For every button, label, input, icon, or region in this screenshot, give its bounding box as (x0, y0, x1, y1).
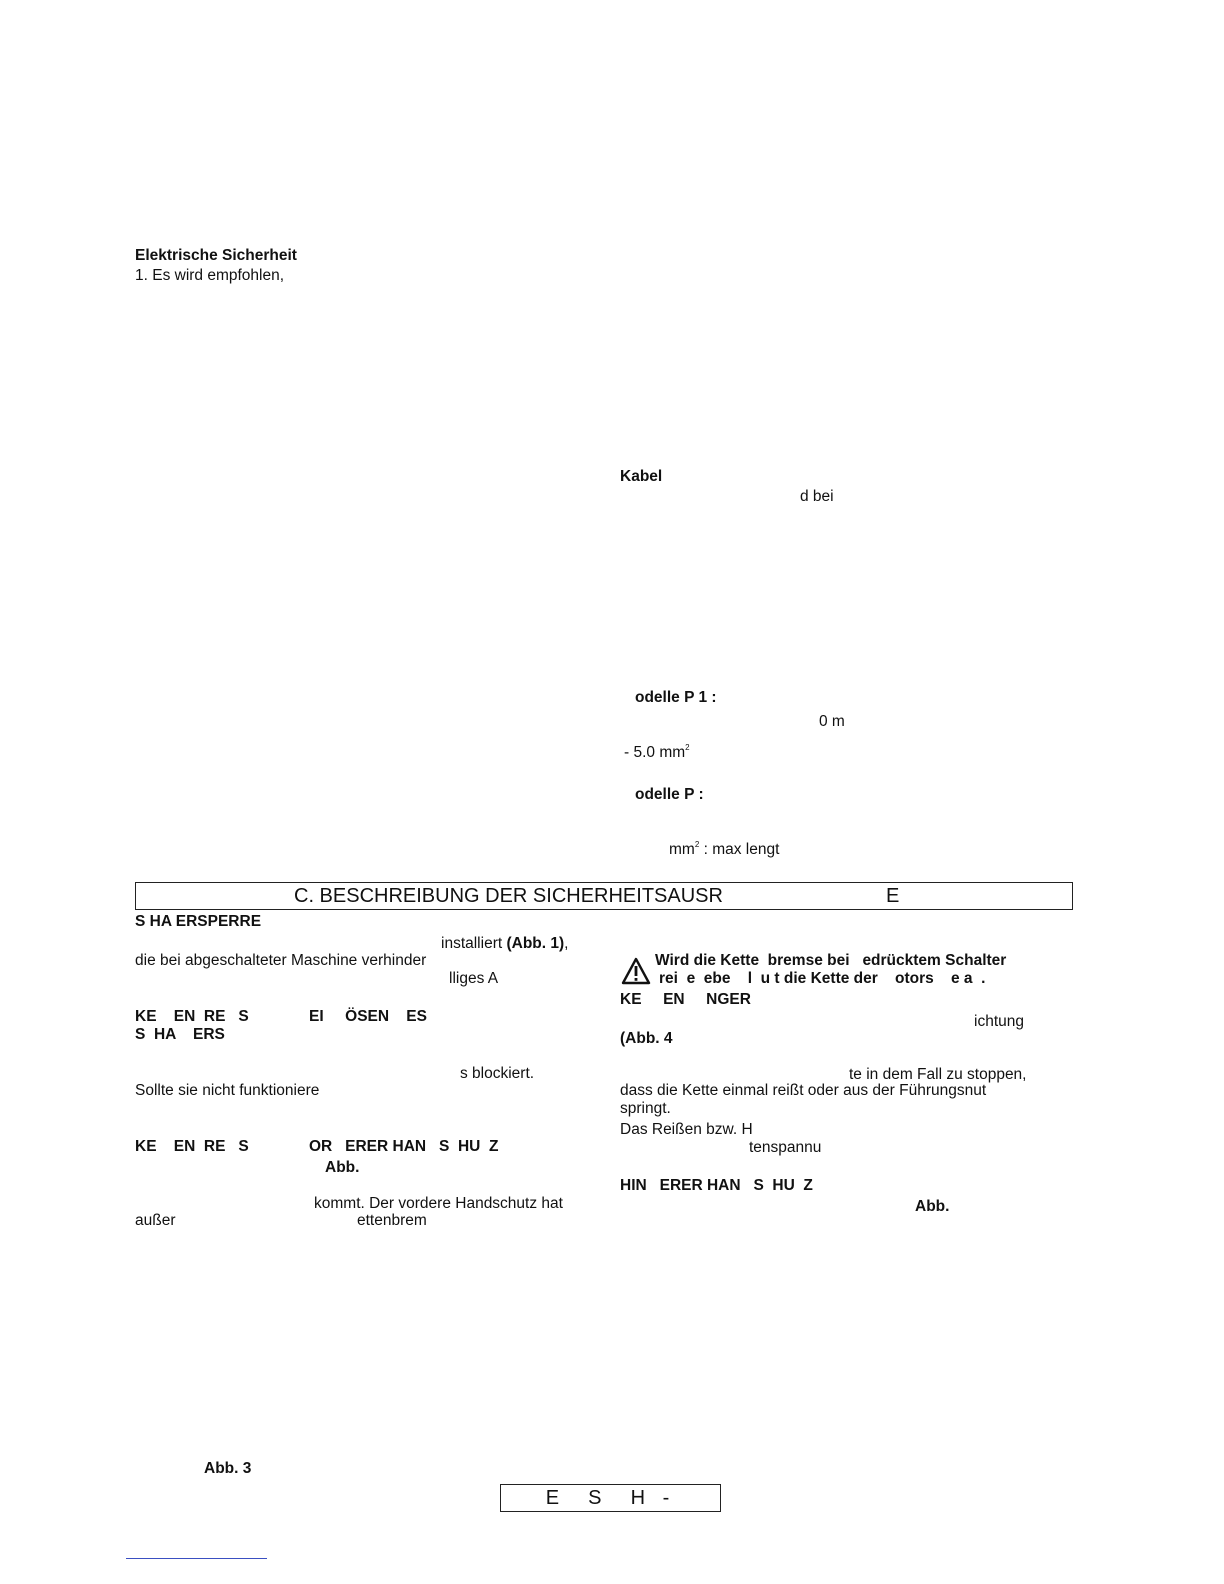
front-guard-ref: Abb. (325, 1159, 360, 1176)
switch-lock-text-1: installiert (Abb. 1), (441, 935, 569, 952)
electrical-safety-item-1: 1. Es wird empfohlen, (135, 267, 285, 284)
page-footer (500, 1484, 721, 1512)
chain-catcher-ref: (Abb. 4 (620, 1030, 673, 1047)
warning-line-1: Wird die Kette bremse bei edrücktem Schalter (655, 952, 1007, 969)
model-2-heading: odelle P : (635, 786, 704, 803)
model-2-cross-section: $mm^2$ : max lengt (669, 840, 780, 858)
chain-catcher-text-3: dass die Kette einmal reißt oder aus der Führungsnut (620, 1082, 987, 1099)
link-underline[interactable] (126, 1558, 267, 1559)
check-switch-heading-2: S HA ERS (135, 1026, 225, 1043)
figure-3-label: Abb. 3 (204, 1460, 252, 1477)
model-1-length: 0 m (819, 713, 845, 730)
cable-text: d bei (800, 488, 834, 505)
front-guard-text-1: kommt. Der vordere Handschutz hat (314, 1195, 563, 1212)
warning-line-2: rei e ebe l u t die Kette der otors e a . (659, 970, 986, 987)
model-1-heading: odelle P 1 : (635, 689, 717, 706)
chain-catcher-text-4: springt. (620, 1100, 671, 1117)
rear-guard-heading: HIN ERER HAN S HU Z (620, 1177, 813, 1194)
cable-heading: Kabel (620, 468, 663, 485)
model-1-cross-section: - 5.0 $mm^2$ (624, 743, 690, 761)
front-guard-heading: KE EN RE S OR ERER HAN S HU Z (135, 1138, 499, 1155)
chain-catcher-text-2: te in dem Fall zu stoppen, (849, 1066, 1027, 1083)
chain-catcher-text-6: tenspannu (749, 1139, 822, 1156)
chain-catcher-text-5: Das Reißen bzw. H (620, 1121, 753, 1138)
electrical-safety-heading: Elektrische Sicherheit (135, 247, 297, 264)
check-switch-text-1: s blockiert. (460, 1065, 535, 1082)
chain-catcher-heading: KE EN NGER (620, 991, 751, 1008)
section-c-title-tail: E (886, 885, 900, 907)
front-guard-text-2a: außer (135, 1212, 176, 1229)
section-c-title: C. BESCHREIBUNG DER SICHERHEITSAUSR (294, 885, 723, 907)
front-guard-text-2b: ettenbrem (357, 1212, 427, 1229)
switch-lock-heading: S HA ERSPERRE (135, 913, 262, 930)
switch-lock-text-3: lliges A (449, 970, 499, 987)
check-switch-heading-1: KE EN RE S EI ÖSEN ES (135, 1008, 427, 1025)
section-c-header (135, 882, 1073, 910)
page-label: E S H - (545, 1487, 676, 1509)
rear-guard-ref: Abb. (915, 1198, 950, 1215)
warning-triangle-icon (621, 957, 651, 985)
switch-lock-text-2: die bei abgeschalteter Maschine verhinder (135, 952, 427, 969)
check-switch-text-2: Sollte sie nicht funktioniere (135, 1082, 320, 1099)
chain-catcher-text-1: ichtung (974, 1013, 1024, 1030)
